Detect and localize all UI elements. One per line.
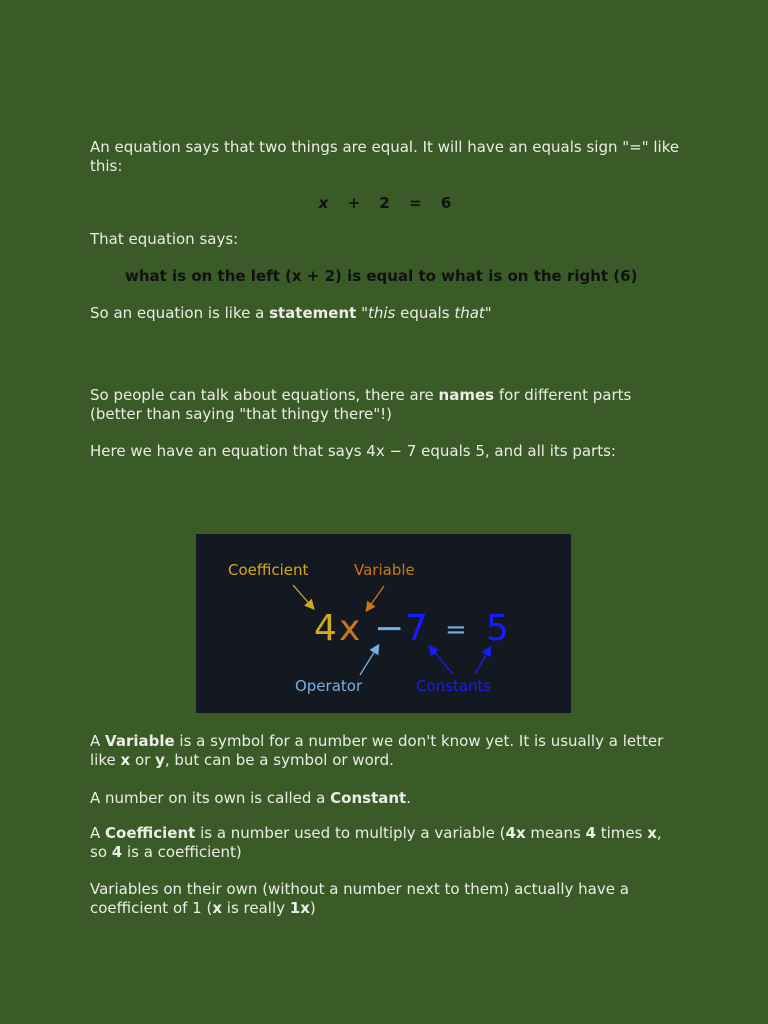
variable-a: A [90, 732, 106, 750]
label-operator: Operator [295, 677, 363, 695]
variable-t3: , but can be a symbol or word. [164, 751, 394, 769]
coef-4b: 4 [111, 843, 123, 861]
eq-variable-x: x [339, 608, 361, 649]
arrow-constant-7 [430, 647, 453, 674]
variable-x: x [120, 751, 131, 769]
coef-t4: , so [90, 824, 662, 861]
eq-constant-5: 5 [486, 608, 509, 649]
statement-pre: So an equation is like a [90, 304, 270, 322]
coef-4: 4 [585, 824, 596, 842]
label-constants: Constants [416, 677, 492, 695]
eq-coefficient-4: 4 [314, 608, 337, 649]
variable-y: y [155, 751, 165, 769]
equation-plus: + [347, 194, 361, 212]
bold-statement: what is on the left (x + 2) is equal to what is on the right (6) [125, 267, 638, 285]
equation-six: 6 [440, 194, 452, 212]
eq-operator-minus: − [374, 608, 405, 649]
constant-pre: A number on its own is called a [90, 789, 331, 807]
names-post: for different parts (better than saying "that thingy there"!) [90, 386, 632, 423]
eq-equals: = [445, 615, 467, 645]
names-pre: So people can talk about equations, there are [90, 386, 439, 404]
names-paragraph [90, 386, 680, 424]
arrow-coefficient [293, 585, 313, 608]
coef-bold: Coefficient [105, 824, 196, 842]
arrow-operator [360, 646, 378, 675]
equation-x: x [318, 194, 329, 212]
that-equation-says: That equation says: [90, 230, 239, 248]
variable-bold: Variable [105, 732, 175, 750]
equation-equals: = [409, 194, 422, 212]
example-equation [90, 194, 680, 212]
arrow-variable [367, 586, 384, 610]
statement-q1: " [356, 304, 368, 322]
constant-bold: Constant [330, 789, 407, 807]
coefficient-paragraph [90, 824, 680, 862]
arrow-constant-5 [475, 648, 490, 674]
constant-paragraph [90, 789, 411, 808]
constant-post: . [406, 789, 411, 807]
own-x: x [212, 899, 223, 917]
coef-t5: is a coefficient) [122, 843, 242, 861]
variable-t1: is a symbol for a number we don't know yet. It is usually a letter like [90, 732, 664, 769]
own-t2: is really [222, 899, 290, 917]
here-paragraph: Here we have an equation that says 4x − 7 equals 5, and all its parts: [90, 442, 616, 460]
equation-two: 2 [379, 194, 390, 212]
equation-parts-diagram [196, 534, 571, 713]
label-variable: Variable [354, 561, 415, 579]
variable-paragraph [90, 732, 680, 770]
names-bold: names [438, 386, 495, 404]
statement-that: that [454, 304, 485, 322]
own-t3: ) [309, 899, 316, 917]
intro-paragraph: An equation says that two things are equal. It will have an equals sign "=" like this: [90, 138, 680, 175]
own-paragraph [90, 880, 680, 918]
own-t1: Variables on their own (without a number next to them) actually have a coefficient of 1 ( [90, 880, 629, 917]
coef-4x: 4x [505, 824, 526, 842]
coef-x: x [647, 824, 657, 842]
eq-constant-7: 7 [405, 608, 428, 649]
coef-t1: is a number used to multiply a variable ( [195, 824, 506, 842]
coef-a: A [90, 824, 106, 842]
statement-this: this [367, 304, 396, 322]
statement-bold: statement [269, 304, 357, 322]
statement-mid: equals [395, 304, 455, 322]
statement-q2: " [484, 304, 492, 322]
statement-paragraph [90, 304, 492, 323]
coef-t2: means [525, 824, 586, 842]
label-coefficient: Coefficient [228, 561, 309, 579]
variable-t2: or [130, 751, 156, 769]
coef-t3: times [595, 824, 648, 842]
own-1x: 1x [289, 899, 310, 917]
